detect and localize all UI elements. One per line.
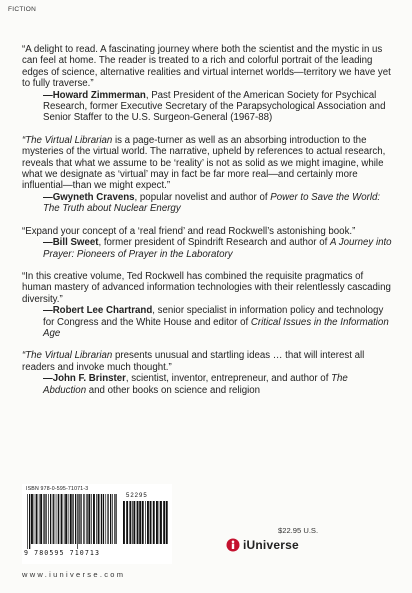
barcode-bar bbox=[78, 494, 79, 544]
isbn-barcode bbox=[22, 484, 172, 564]
endorser-name: —Gwyneth Cravens bbox=[43, 191, 135, 203]
barcode-bar bbox=[156, 501, 158, 544]
barcode-bar bbox=[34, 494, 35, 544]
barcode-bar bbox=[166, 501, 168, 544]
barcode-bar bbox=[110, 494, 111, 544]
price: $22.95 U.S. bbox=[278, 526, 319, 535]
barcode-bar bbox=[132, 501, 133, 544]
blurb-zimmerman bbox=[22, 44, 392, 124]
barcode-bar bbox=[159, 501, 160, 544]
barcode-bar bbox=[160, 501, 162, 544]
category-label: FICTION bbox=[8, 6, 37, 13]
barcode-bar bbox=[126, 501, 128, 544]
blurb-quote: “Expand your concept of a ‘real friend’ and read Rockwell’s astonishing book.” bbox=[22, 225, 356, 237]
blurb-quote: “The Virtual Librarian presents unusual and startling ideas … that will interest all readers and invoke much thought.” bbox=[22, 350, 365, 373]
publisher-website: www.iuniverse.com bbox=[22, 570, 126, 579]
barcode-bar bbox=[114, 494, 115, 544]
barcode-bar bbox=[61, 494, 63, 544]
barcode-bar bbox=[58, 494, 59, 544]
barcode-bar bbox=[55, 494, 56, 544]
barcode-bars bbox=[26, 494, 120, 549]
barcode-bar bbox=[137, 501, 139, 544]
endorser-name: —Howard Zimmerman bbox=[43, 89, 146, 101]
barcode-bar bbox=[139, 501, 141, 544]
barcode-bar bbox=[84, 494, 85, 544]
blurb-brinster bbox=[22, 350, 392, 396]
barcode-bar bbox=[40, 494, 42, 544]
barcode-bar bbox=[142, 501, 144, 544]
barcode-bar bbox=[45, 494, 46, 544]
barcode-bar bbox=[57, 494, 58, 544]
barcode-bar bbox=[123, 501, 125, 544]
blurb-attribution: —Gwyneth Cravens, popular novelist and author of Power to Save the World: The Truth about Nuclear Energy bbox=[43, 191, 381, 215]
barcode-bar bbox=[72, 494, 73, 544]
barcode-bar bbox=[31, 494, 33, 544]
barcode-bar bbox=[75, 494, 76, 544]
blurb-chartrand bbox=[22, 271, 392, 339]
barcode-bar bbox=[133, 501, 135, 544]
blurb-attribution: —John F. Brinster, scientist, inventor, entrepreneur, and author of The Abduction and other books on science and religion bbox=[43, 373, 348, 396]
blurb-quote: “A delight to read. A fascinating journey where both the scientist and the mystic in us can feel at home. The reader is treated to a rich and colorful portrait of the leading edges of science, alternative realities and virtual internet worlds—territory we have yet to fully traverse.” bbox=[22, 44, 391, 90]
barcode-bar bbox=[98, 494, 100, 544]
blurb-list bbox=[22, 44, 392, 407]
iuniverse-logo-icon bbox=[226, 538, 240, 552]
barcode-bar bbox=[147, 501, 149, 544]
barcode-bar bbox=[50, 494, 51, 544]
barcode-bar bbox=[93, 494, 95, 544]
barcode-addon-bars bbox=[122, 501, 168, 549]
barcode-bar bbox=[145, 501, 146, 544]
barcode-bar bbox=[101, 494, 102, 544]
barcode-bar bbox=[65, 494, 67, 544]
barcode-bar bbox=[105, 494, 106, 544]
blurb-quote: “In this creative volume, Ted Rockwell has combined the requisite pragmatics of human mastery of advanced information technologies with their relentlessly cascading diversity.” bbox=[22, 270, 391, 305]
barcode-bar bbox=[103, 494, 104, 544]
barcode-bar bbox=[29, 494, 30, 549]
blurb-cravens bbox=[22, 135, 392, 215]
endorser-name: —Bill Sweet bbox=[43, 237, 99, 249]
barcode-bar bbox=[150, 501, 152, 544]
isbn-number: ISBN 978-0-595-71071-3 bbox=[26, 486, 89, 492]
barcode-bar bbox=[43, 494, 44, 544]
blurb-attribution: —Robert Lee Chartrand, senior specialist in information policy and technology for Congress and the White House and editor of Critical Issues in the Information Age bbox=[43, 305, 389, 339]
endorser-name: —Robert Lee Chartrand bbox=[43, 305, 153, 317]
blurb-attribution: —Howard Zimmerman, Past President of the American Society for Psychical Research, former Executive Secretary of the Parapsychological Association and Senior Staffer to the U.S. Surgeon-General (1967-88) bbox=[43, 89, 386, 124]
barcode-bar bbox=[83, 494, 84, 544]
barcode-bar bbox=[96, 494, 97, 544]
endorser-name: —John F. Brinster bbox=[43, 373, 126, 385]
blurb-attribution: —Bill Sweet, former president of Spindrift Research and author of A Journey into Prayer: Pioneers of Prayer in the Laboratory bbox=[43, 237, 392, 260]
barcode-bar bbox=[163, 501, 165, 544]
barcode-bar bbox=[48, 494, 49, 544]
publisher-name: iUniverse bbox=[243, 538, 299, 552]
barcode-bar bbox=[86, 494, 87, 544]
barcode-bar bbox=[53, 494, 54, 544]
barcode-bar bbox=[27, 494, 28, 549]
barcode-bar bbox=[80, 494, 81, 544]
barcode-bar bbox=[36, 494, 38, 544]
barcode-bar bbox=[107, 494, 108, 544]
barcode-bar bbox=[64, 494, 65, 544]
barcode-digits: 9 780595 710713 bbox=[24, 549, 101, 557]
barcode-bar bbox=[88, 494, 90, 544]
barcode-bar bbox=[39, 494, 40, 544]
barcode-bar bbox=[129, 501, 131, 544]
barcode-bar bbox=[115, 494, 116, 544]
barcode-bar bbox=[68, 494, 69, 544]
barcode-bar bbox=[70, 494, 72, 544]
barcode-bar bbox=[77, 494, 78, 549]
barcode-bar bbox=[153, 501, 155, 544]
barcode-bar bbox=[91, 494, 92, 544]
publisher-logo bbox=[226, 538, 299, 552]
blurb-quote: “The Virtual Librarian is a page-turner as well as an absorbing introduction to the mysteries of the virtual world. The narrative, upheld by references to actual research, reveals that what we assume to be ‘reality’ is not as solid as we might imagine, while what we designate as ‘virtual’ may in fact be far more real—and certainly more influential—than we might expect.” bbox=[22, 134, 386, 192]
barcode-addon-digits: 52295 bbox=[126, 493, 148, 499]
barcode-bar bbox=[112, 494, 113, 544]
blurb-sweet bbox=[22, 226, 392, 260]
